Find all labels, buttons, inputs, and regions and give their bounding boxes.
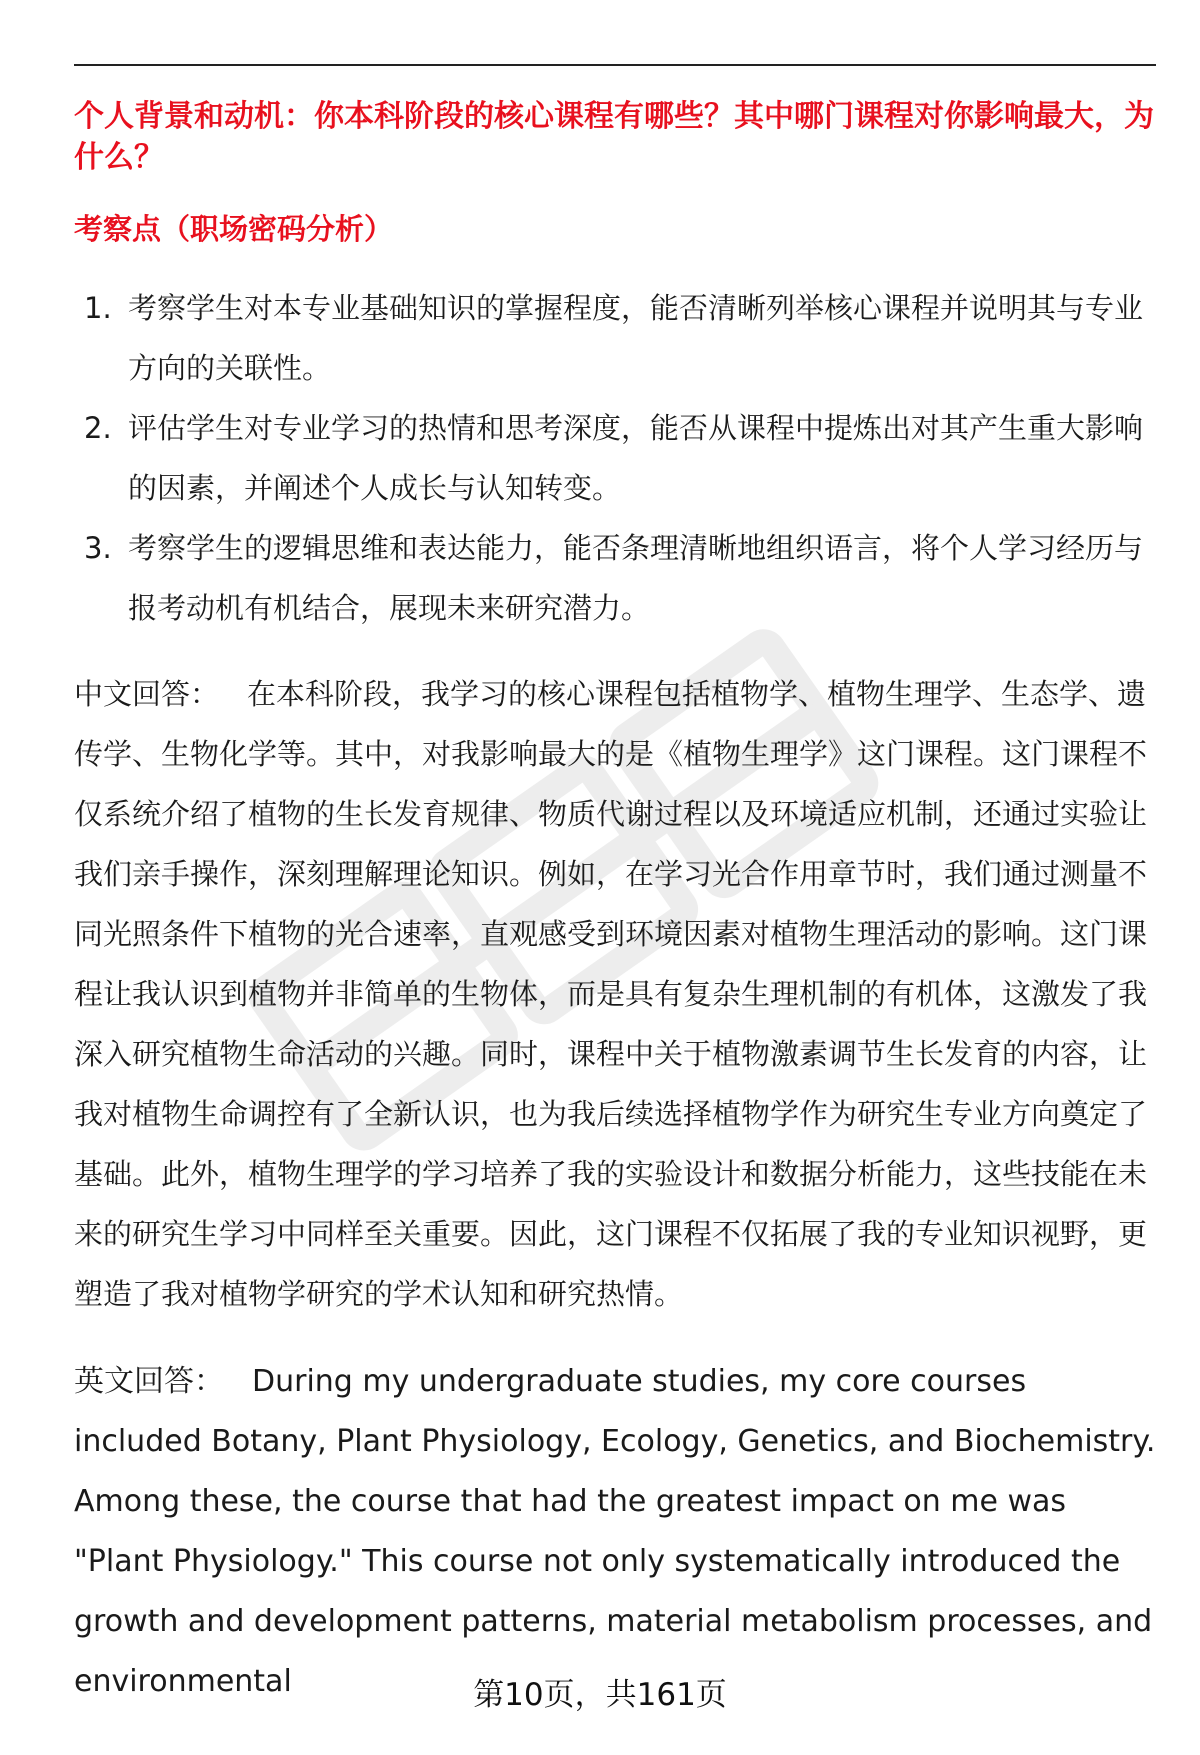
english-answer-text: During my undergraduate studies, my core courses included Botany, Plant Physiology, Ecology, Genetics, and Biochemistry. Among these, the course that had the greatest impact on me was "Plant Physiology." This course not only systematically introduced the growth and development patterns, material metabolism processes, and environmental — [74, 1364, 1156, 1699]
list-item-text: 评估学生对专业学习的热情和思考深度，能否从课程中提炼出对其产生重大影响的因素，并阐述个人成长与认知转变。 — [128, 411, 1144, 505]
list-item — [84, 398, 1154, 518]
list-item-text: 考察学生对本专业基础知识的掌握程度，能否清晰列举核心课程并说明其与专业方向的关联性。 — [128, 291, 1144, 385]
assessment-points-list — [84, 278, 1154, 638]
list-item-number: 1. — [84, 291, 112, 325]
question-heading: 个人背景和动机：你本科阶段的核心课程有哪些？其中哪门课程对你影响最大，为什么？ — [74, 99, 1154, 175]
english-answer — [74, 1352, 1158, 1712]
list-item — [84, 518, 1154, 638]
list-item-number: 3. — [84, 531, 112, 565]
list-item — [84, 278, 1154, 398]
list-item-text: 考察学生的逻辑思维和表达能力，能否条理清晰地组织语言，将个人学习经历与报考动机有机结合，展现未来研究潜力。 — [128, 531, 1144, 625]
chinese-answer-text: 在本科阶段，我学习的核心课程包括植物学、植物生理学、生态学、遗传学、生物化学等。其中，对我影响最大的是《植物生理学》这门课程。这门课程不仅系统介绍了植物的生长发育规律、物质代谢过程以及环境适应机制，还通过实验让我们亲手操作，深刻理解理论知识。例如，在学习光合作用章节时，我们通过测量不同光照条件下植物的光合速率，直观感受到环境因素对植物生理活动的影响。这门课程让我认识到植物并非简单的生物体，而是具有复杂生理机制的有机体，这激发了我深入研究植物生命活动的兴趣。同时，课程中关于植物激素调节生长发育的内容，让我对植物生命调控有了全新认识，也为我后续选择植物学作为研究生专业方向奠定了基础。此外，植物生理学的学习培养了我的实验设计和数据分析能力，这些技能在未来的研究生学习中同样至关重要。因此，这门课程不仅拓展了我的专业知识视野，更塑造了我对植物学研究的学术认知和研究热情。 — [74, 677, 1148, 1311]
top-divider — [74, 64, 1156, 66]
assessment-points-heading: 考察点（职场密码分析） — [74, 212, 394, 246]
chinese-answer — [74, 664, 1158, 1324]
list-item-number: 2. — [84, 411, 112, 445]
english-answer-label: 英文回答： — [74, 1364, 224, 1399]
page-number-footer: 第10页，共161页 — [473, 1677, 727, 1713]
chinese-answer-label: 中文回答： — [74, 677, 220, 711]
